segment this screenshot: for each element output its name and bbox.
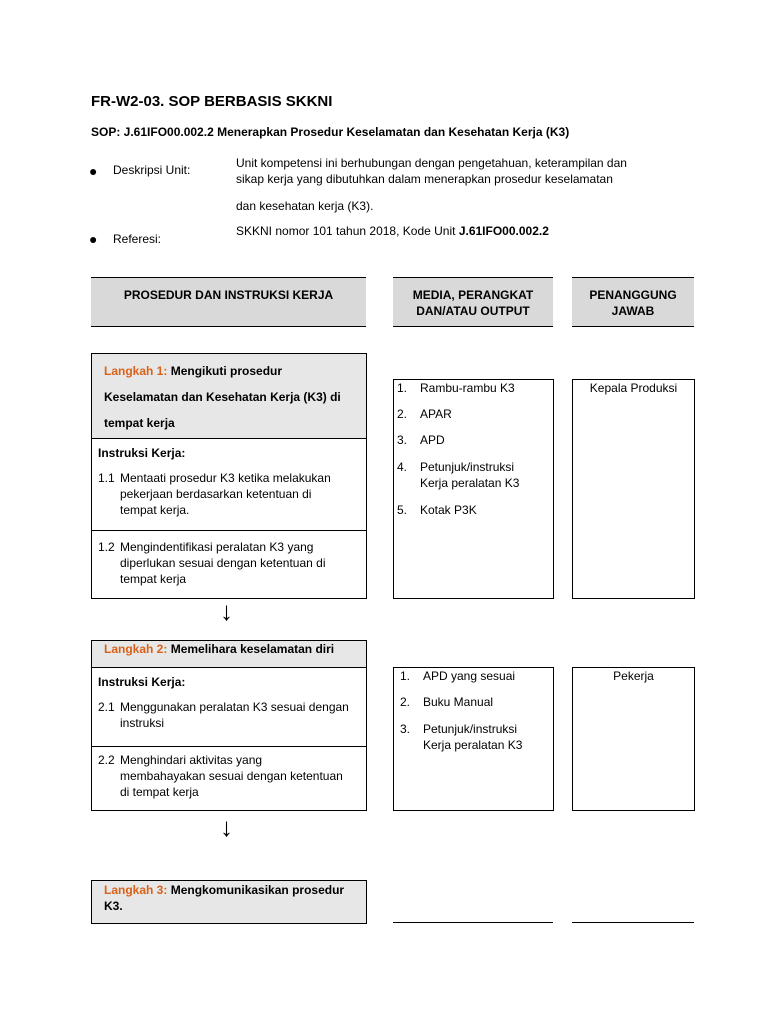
step-2-media-box <box>393 667 554 811</box>
instruksi-item-1-2: 1.2 Mengindentifikasi peralatan K3 yang diperlukan sesuai dengan ketentuan di tempat kerja <box>98 540 326 586</box>
media-item: 4. Petunjuk/instruksi Kerja peralatan K3 <box>397 460 520 490</box>
bullet-icon: ● <box>89 163 98 179</box>
referensi-label: Referesi: <box>113 232 162 246</box>
instruksi-kerja-label: Instruksi Kerja: <box>98 675 186 689</box>
instruksi-item-1-1: 1.1 Mentaati prosedur K3 ketika melakukan pekerjaan berdasarkan ketentuan di tempat kerja. <box>98 471 331 517</box>
arrow-down-icon: ↓ <box>220 596 233 626</box>
media-item: 2. APAR <box>397 407 452 421</box>
instruksi-item-2-1: 2.1 Menggunakan peralatan K3 sesuai dengan instruksi <box>98 700 349 730</box>
step-2-box <box>91 640 367 811</box>
deskripsi-text: Unit kompetensi ini berhubungan dengan pengetahuan, keterampilan dan sikap kerja yang dibutuhkan dalam menerapkan prosedur keselamatan <box>236 156 627 186</box>
referensi-text: SKKNI nomor 101 tahun 2018, Kode Unit J.61IFO00.002.2 <box>236 224 549 238</box>
step-3-pj-line <box>572 922 694 923</box>
media-item: 3. Petunjuk/instruksi Kerja peralatan K3 <box>400 722 523 752</box>
step-2-label: Langkah 2: <box>104 642 168 656</box>
media-item: 1. Rambu-rambu K3 <box>397 381 515 395</box>
step-1-item-1-2 <box>92 531 366 587</box>
step-1-box <box>91 353 367 599</box>
step-2-instruksi <box>92 668 366 747</box>
media-item: 5. Kotak P3K <box>397 503 477 517</box>
step-2-penanggung-jawab: Pekerja <box>572 667 695 811</box>
step-2-title: Memelihara keselamatan diri <box>170 642 335 656</box>
header-media: MEDIA, PERANGKAT DAN/ATAU OUTPUT <box>393 277 553 327</box>
deskripsi-text-line3: dan kesehatan kerja (K3). <box>236 199 374 213</box>
instruksi-item-2-2: 2.2 Menghindari aktivitas yang membahayakan sesuai dengan ketentuan di tempat kerja <box>98 753 343 799</box>
step-1-media-box <box>393 379 554 599</box>
bullet-icon: ● <box>89 231 98 247</box>
step-1-header: Langkah 1: Mengikuti prosedur Keselamatan dan Kesehatan Kerja (K3) di tempat kerja <box>92 354 366 439</box>
step-3-label: Langkah 3 <box>104 883 164 897</box>
step-1-penanggung-jawab: Kepala Produksi <box>572 379 695 599</box>
step-3-media-line <box>393 922 553 923</box>
header-penanggung-jawab: PENANGGUNG JAWAB <box>572 277 694 327</box>
header-prosedur: PROSEDUR DAN INSTRUKSI KERJA <box>91 277 366 327</box>
step-2-header <box>92 641 366 668</box>
step-1-label: Langkah 1 <box>104 364 164 378</box>
media-item: 3. APD <box>397 433 445 447</box>
step-1-title: Mengikuti prosedur <box>170 364 283 378</box>
step-3-box: Langkah 3: Mengkomunikasikan prosedur K3. <box>91 880 367 924</box>
step-1-instruksi <box>92 439 366 531</box>
arrow-down-icon: ↓ <box>220 812 233 842</box>
deskripsi-label: Deskripsi Unit: <box>113 163 191 177</box>
instruksi-kerja-label: Instruksi Kerja: <box>98 446 186 460</box>
media-item: 2. Buku Manual <box>400 695 494 709</box>
step-2-item-2-2 <box>92 747 366 800</box>
step-3-title: Mengkomunikasikan prosedur <box>170 883 345 897</box>
document-title: FR-W2-03. SOP BERBASIS SKKNI <box>91 93 333 110</box>
sop-title: SOP: J.61IFO00.002.2 Menerapkan Prosedur Keselamatan dan Kesehatan Kerja (K3) <box>91 125 570 139</box>
media-item: 1. APD yang sesuai <box>400 669 516 683</box>
